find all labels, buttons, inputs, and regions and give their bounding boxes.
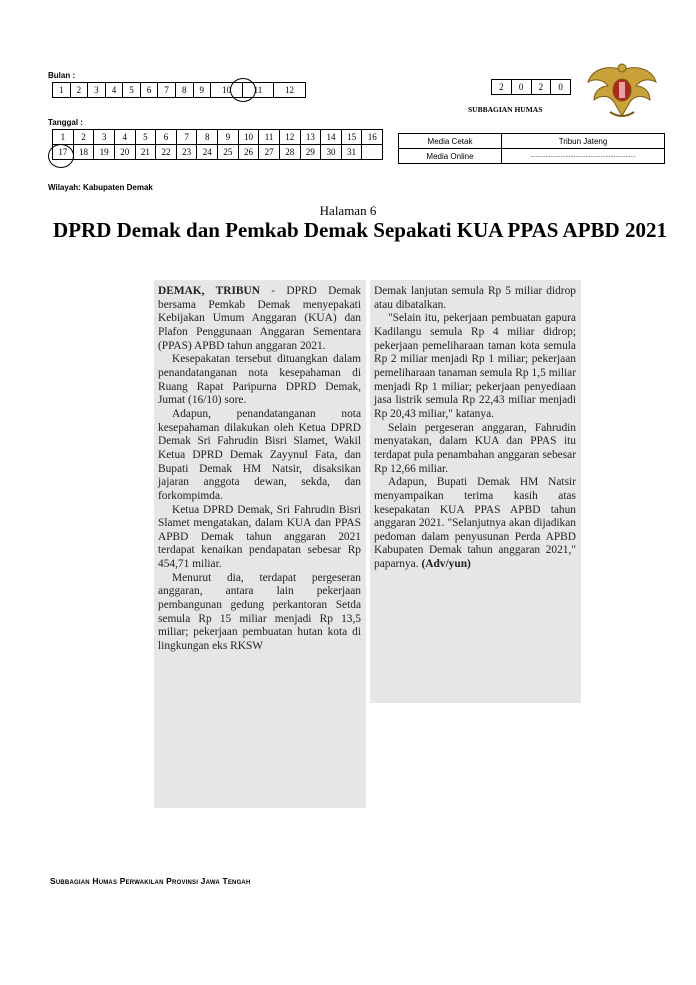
article-paragraph — [158, 285, 361, 353]
month-cell: 2 — [70, 83, 88, 98]
month-cell: 9 — [193, 83, 211, 98]
date-cell: 29 — [300, 145, 321, 160]
date-cell: 30 — [321, 145, 342, 160]
article-column-1 — [154, 280, 366, 808]
month-cell: 5 — [123, 83, 141, 98]
year-digit: 0 — [551, 80, 571, 95]
date-cell: 9 — [218, 130, 239, 145]
date-cell: 31 — [341, 145, 362, 160]
bulan-label: Bulan : — [48, 71, 76, 80]
date-grid — [52, 129, 383, 160]
media-value: Tribun Jateng — [502, 134, 665, 149]
month-cell: 4 — [105, 83, 123, 98]
date-cell: 13 — [300, 130, 321, 145]
date-cell: 6 — [156, 130, 177, 145]
selected-date-circle — [48, 144, 74, 168]
date-cell: 24 — [197, 145, 218, 160]
article-paragraph — [374, 476, 576, 572]
article-dateline: DEMAK, TRIBUN — [158, 285, 260, 297]
date-cell: 16 — [362, 130, 383, 145]
article-paragraph: Selain pergeseran anggaran, Fahrudin menyatakan, dalam KUA dan PPAS itu terdapat pula penambahan anggaran sebesar Rp 12,66 miliar. — [374, 421, 576, 475]
date-cell: 4 — [114, 130, 135, 145]
article-paragraph: "Selain itu, pekerjaan pembuatan gapura Kadilangu semula Rp 4 miliar didrop; pekerjaan pemeliharaan taman kota semula Rp 2 miliar menjadi Rp 1 miliar; pekerjaan pemeliharaan tanaman semula Rp 1,5 miliar menjadi Rp 1 miliar; pekerjaan penyediaan jasa listrik semula Rp 22,43 miliar menjadi Rp 20,43 miliar," katanya. — [374, 312, 576, 420]
tanggal-label: Tanggal : — [48, 118, 83, 127]
date-cell: 15 — [341, 130, 362, 145]
date-cell: 25 — [218, 145, 239, 160]
media-table — [398, 133, 665, 164]
date-cell: 12 — [279, 130, 300, 145]
media-label: Media Cetak — [399, 134, 502, 149]
garuda-emblem-icon — [586, 60, 658, 122]
article-paragraph: Kesepakatan tersebut dituangkan dalam penandatanganan nota kesepahaman di Ruang Rapat Paripurna DPRD Demak, Jumat (16/10) sore. — [158, 353, 361, 407]
month-cell: 12 — [273, 83, 305, 98]
media-row-cetak — [399, 134, 665, 149]
date-cell: 20 — [114, 145, 135, 160]
media-label: Media Online — [399, 149, 502, 164]
date-cell: 7 — [176, 130, 197, 145]
year-box — [491, 79, 571, 95]
date-cell: 19 — [94, 145, 115, 160]
page-number: Halaman 6 — [319, 203, 377, 218]
headline: DPRD Demak dan Pemkab Demak Sepakati KUA PPAS APBD 2021 — [53, 218, 667, 242]
footer: Subbagian Humas Perwakilan Provinsi Jawa Tengah — [50, 876, 251, 886]
month-cell: 1 — [53, 83, 71, 98]
article-paragraph: Adapun, penandatanganan nota kesepahaman dilakukan oleh Ketua DPRD Demak Sri Fahrudin Bisri Slamet, Wakil Ketua DPRD Demak Zayynul Fata, dan Bupati Demak HM Natsir, disaksikan jajaran anggota dewan, sekda, dan forkompimda. — [158, 407, 361, 502]
selected-month-circle — [230, 78, 256, 102]
date-cell: 1 — [53, 130, 74, 145]
article-column-2 — [370, 280, 581, 703]
date-cell: 26 — [238, 145, 259, 160]
date-cell: 8 — [197, 130, 218, 145]
date-cell: 23 — [176, 145, 197, 160]
media-row-online — [399, 149, 665, 164]
article-lead-text: - DPRD Demak bersama Pemkab Demak menyepakati Kebijakan Umum Anggaran (KUA) dan Plafon Penggunaan Anggaran Sementara (PPAS) APBD tahun anggaran 2021. — [158, 285, 361, 352]
media-value: ............................................................... — [502, 149, 665, 164]
date-cell: 21 — [135, 145, 156, 160]
date-cell: 17 — [53, 145, 74, 160]
date-cell: 18 — [73, 145, 94, 160]
month-cell: 10 — [211, 83, 243, 98]
month-cell: 7 — [158, 83, 176, 98]
date-cell — [362, 145, 383, 160]
year-digit: 2 — [492, 80, 512, 95]
article-paragraph: Demak lanjutan semula Rp 5 miliar didrop atau dibatalkan. — [374, 285, 576, 311]
month-cell: 3 — [88, 83, 106, 98]
year-digit: 2 — [531, 80, 551, 95]
month-cell: 8 — [175, 83, 193, 98]
wilayah-label: Wilayah: Kabupaten Demak — [48, 183, 153, 192]
date-cell: 27 — [259, 145, 280, 160]
date-cell: 2 — [73, 130, 94, 145]
date-cell: 14 — [321, 130, 342, 145]
date-cell: 5 — [135, 130, 156, 145]
article-paragraph: Menurut dia, terdapat pergeseran anggaran, antara lain pekerjaan pembangunan gedung perkantoran Setda semula Rp 15 miliar menjadi Rp 13,5 miliar; pekerjaan pembuatan hutan kota di lingkungan eks RKSW — [158, 571, 361, 653]
date-cell: 3 — [94, 130, 115, 145]
date-cell: 28 — [279, 145, 300, 160]
month-cell: 11 — [243, 83, 274, 98]
article-closing-text: Adapun, Bupati Demak HM Natsir menyampaikan terima kasih atas kesepakatan KUA PPAS APBD tahun anggaran 2021. "Selanjutnya akan dijadikan pedoman dalam penyusunan Perda APBD Kabupaten Demak tahun anggaran 2021," paparnya. — [374, 476, 576, 571]
article-credit: (Adv/yun) — [421, 558, 471, 571]
date-cell: 10 — [238, 130, 259, 145]
month-grid — [52, 82, 306, 98]
date-cell: 22 — [156, 145, 177, 160]
month-cell: 6 — [140, 83, 158, 98]
subbagian-label: SUBBAGIAN HUMAS — [468, 105, 543, 114]
date-cell: 11 — [259, 130, 280, 145]
article-paragraph: Ketua DPRD Demak, Sri Fahrudin Bisri Slamet mengatakan, dalam KUA dan PPAS APBD Demak tahun anggaran 2021 terdapat kenaikan pendapatan sebesar Rp 454,71 miliar. — [158, 503, 361, 571]
year-digit: 0 — [511, 80, 531, 95]
